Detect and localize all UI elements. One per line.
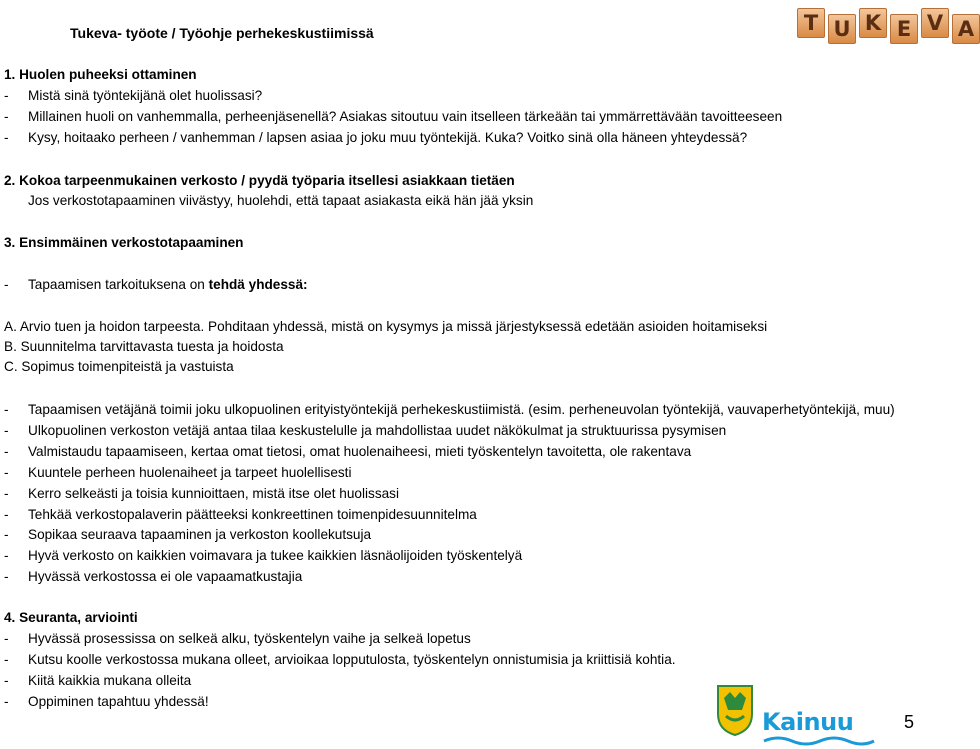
list-item: - Kuuntele perheen huolenaiheet ja tarpeet huolellisesti bbox=[4, 465, 352, 480]
dash: - bbox=[4, 569, 9, 584]
logo-letter: T bbox=[797, 8, 825, 38]
dash: - bbox=[4, 444, 9, 459]
list-item: - Kutsu koolle verkostossa mukana olleet, arvioikaa lopputulosta, työskentelyn onnistumisia ja kriittisiä kohtia. bbox=[4, 652, 676, 667]
dash: - bbox=[4, 277, 9, 292]
section-2-heading: 2. Kokoa tarpeenmukainen verkosto / pyydä työparia itsellesi asiakkaan tietäen bbox=[4, 173, 515, 188]
purpose-text: Tapaamisen tarkoituksena on bbox=[28, 277, 209, 292]
purpose-bold: tehdä yhdessä: bbox=[208, 277, 308, 292]
logo-letter: K bbox=[859, 8, 887, 38]
list-item: - Mistä sinä työntekijänä olet huolissasi? bbox=[4, 88, 263, 103]
section-4-heading: 4. Seuranta, arviointi bbox=[4, 610, 138, 625]
dash: - bbox=[4, 130, 9, 145]
item-a: A. Arvio tuen ja hoidon tarpeesta. Pohditaan yhdessä, mistä on kysymys ja missä järjestyksessä edetään asioiden hoitamiseksi bbox=[4, 319, 768, 334]
dash: - bbox=[4, 694, 9, 709]
dash: - bbox=[4, 402, 9, 417]
list-item: - Valmistaudu tapaamiseen, kertaa omat tietosi, omat huolenaiheesi, mieti työskentelyn tavoitetta, ole rakentava bbox=[4, 444, 692, 459]
logo-letter: V bbox=[921, 8, 949, 38]
item-b: B. Suunnitelma tarvittavasta tuesta ja hoidosta bbox=[4, 339, 284, 354]
dash: - bbox=[4, 465, 9, 480]
page-number: 5 bbox=[904, 712, 915, 732]
dash: - bbox=[4, 631, 9, 646]
logo-letter: U bbox=[828, 14, 856, 44]
dash: - bbox=[4, 673, 9, 688]
list-item bbox=[4, 277, 308, 293]
list-item: - Hyvässä prosessissa on selkeä alku, työskentelyn vaihe ja selkeä lopetus bbox=[4, 631, 471, 646]
list-item: - Kiitä kaikkia mukana olleita bbox=[4, 673, 192, 688]
dash: - bbox=[4, 88, 9, 103]
section-2-text: Jos verkostotapaaminen viivästyy, huolehdi, että tapaat asiakasta eikä hän jää yksin bbox=[28, 193, 534, 208]
dash: - bbox=[4, 527, 9, 542]
section-3-heading: 3. Ensimmäinen verkostotapaaminen bbox=[4, 235, 244, 250]
list-item: - Tehkää verkostopalaverin päätteeksi konkreettinen toimenpidesuunnitelma bbox=[4, 507, 477, 522]
tukeva-logo bbox=[797, 8, 980, 41]
section-1-heading: 1. Huolen puheeksi ottaminen bbox=[4, 67, 197, 82]
list-item: - Kerro selkeästi ja toisia kunnioittaen, mistä itse olet huolissasi bbox=[4, 486, 399, 501]
wave-icon bbox=[764, 735, 874, 747]
list-item: - Hyvä verkosto on kaikkien voimavara ja tukee kaikkien läsnäolijoiden työskentelyä bbox=[4, 548, 523, 563]
item-c: C. Sopimus toimenpiteistä ja vastuista bbox=[4, 359, 234, 374]
list-item: - Oppiminen tapahtuu yhdessä! bbox=[4, 694, 209, 709]
dash: - bbox=[4, 548, 9, 563]
dash: - bbox=[4, 109, 9, 124]
page-title: Tukeva- työote / Työohje perhekeskustiimissä bbox=[70, 25, 374, 41]
kainuu-brand: Kainuu bbox=[762, 708, 854, 736]
list-item: - Millainen huoli on vanhemmalla, perheenjäsenellä? Asiakas sitoutuu vain itselleen tärkeään tai ymmärrettävään tavoitteeseen bbox=[4, 109, 783, 124]
dash: - bbox=[4, 507, 9, 522]
list-item: - Kysy, hoitaako perheen / vanhemman / lapsen asiaa jo joku muu työntekijä. Kuka? Voitko sinä olla häneen yhteydessä? bbox=[4, 130, 748, 145]
logo-letter: E bbox=[890, 14, 918, 44]
dash: - bbox=[4, 423, 9, 438]
logo-letter: A bbox=[952, 14, 980, 44]
dash: - bbox=[4, 486, 9, 501]
list-item: - Ulkopuolinen verkoston vetäjä antaa tilaa keskustelulle ja mahdollistaa uudet näkökulmat ja struktuurissa pysymisen bbox=[4, 423, 727, 438]
dash: - bbox=[4, 652, 9, 667]
list-item: - Tapaamisen vetäjänä toimii joku ulkopuolinen erityistyöntekijä perhekeskustiimistä. (esim. perheneuvolan työntekijä, vauvaperhetyöntekijä, muu) bbox=[4, 402, 895, 417]
list-item: - Sopikaa seuraava tapaaminen ja verkoston koollekutsuja bbox=[4, 527, 372, 542]
list-item: - Hyvässä verkostossa ei ole vapaamatkustajia bbox=[4, 569, 303, 584]
kainuu-crest-icon bbox=[716, 684, 754, 736]
